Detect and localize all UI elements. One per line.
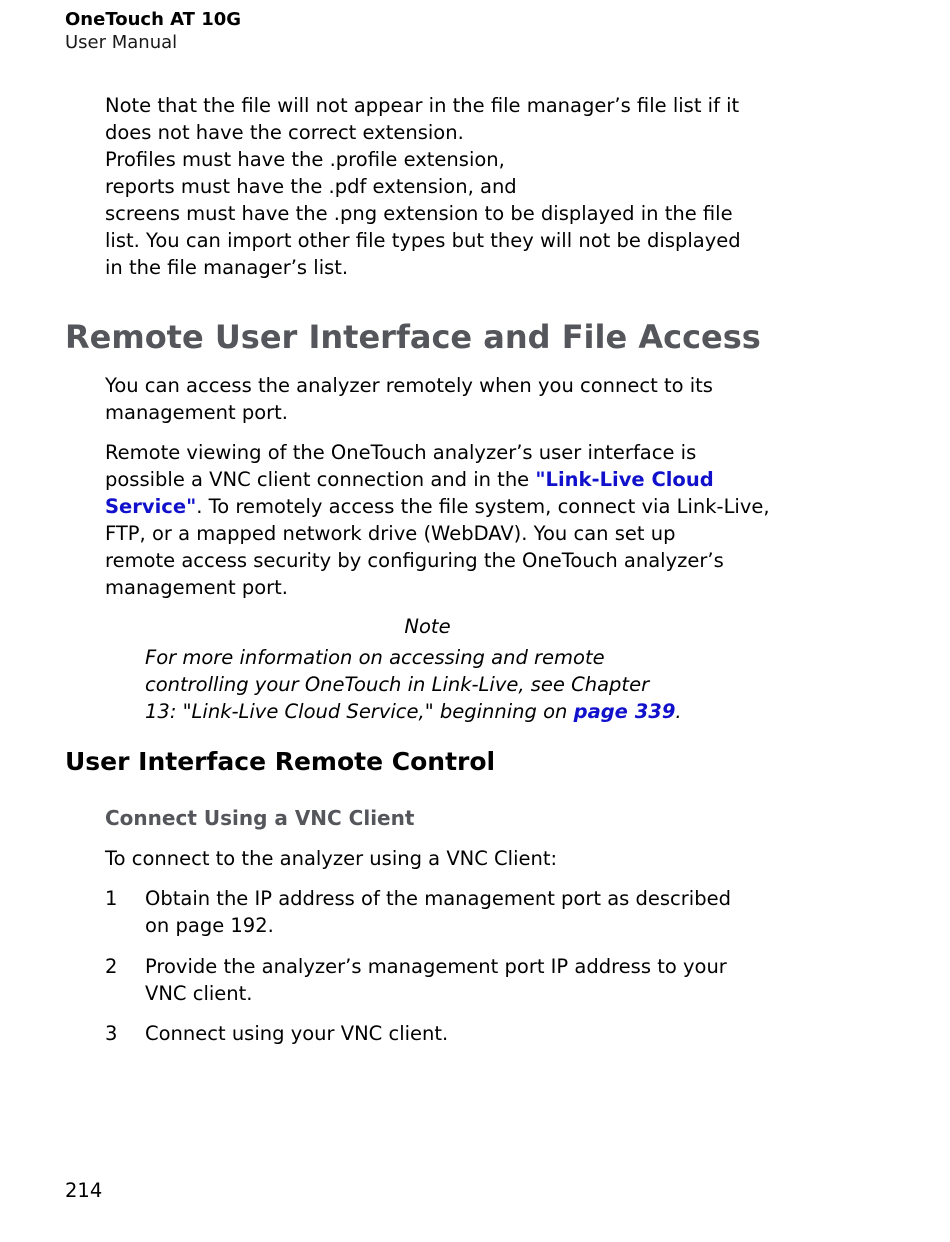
step-text (145, 885, 731, 939)
paragraph-line: To connect to the analyzer using a VNC Client: (105, 847, 558, 870)
step-line: VNC client. (145, 982, 253, 1005)
paragraph-line: management port. (105, 576, 288, 599)
paragraph-line: You can access the analyzer remotely when you connect to its (105, 374, 713, 397)
page-number: 214 (65, 1179, 103, 1202)
step-text (145, 953, 727, 1007)
step-number: 2 (105, 955, 118, 978)
paragraph-line (105, 493, 805, 520)
paragraph-line: management port. (105, 401, 288, 424)
link-live-cloud-service-link[interactable]: "Link-Live Cloud (535, 468, 714, 491)
intro-line: reports must have the .pdf extension, and (105, 175, 517, 198)
note-line: controlling your OneTouch in Link-Live, see Chapter (145, 673, 650, 696)
step-text (145, 1020, 448, 1047)
paragraph-text: possible a VNC client connection and in the (105, 468, 536, 491)
procedure-intro (105, 845, 805, 872)
note-line: For more information on accessing and remote (145, 646, 605, 669)
intro-line: does not have the correct extension. (105, 121, 464, 144)
step-line: Provide the analyzer’s management port IP address to your (145, 955, 727, 978)
page-339-link[interactable]: page 339 (573, 700, 676, 723)
note-text: . (675, 700, 682, 723)
intro-line: in the file manager’s list. (105, 256, 349, 279)
section-heading: Remote User Interface and File Access (65, 318, 761, 356)
paragraph-text: . To remotely access the file system, connect via Link-Live, (196, 495, 770, 518)
link-live-cloud-service-link-continued[interactable]: Service" (105, 495, 197, 518)
note-text: 13: "Link-Live Cloud Service," beginning on (145, 700, 574, 723)
running-header (65, 8, 241, 54)
step-line: Obtain the IP address of the management port as described (145, 887, 731, 910)
intro-line: list. You can import other file types but they will not be displayed (105, 229, 741, 252)
section-paragraph-1 (105, 372, 805, 426)
note-body (145, 644, 682, 725)
step-number: 3 (105, 1022, 118, 1045)
paragraph-line: FTP, or a mapped network drive (WebDAV). You can set up (105, 522, 676, 545)
step-line: Connect using your VNC client. (145, 1022, 449, 1045)
step-line: on page 192. (145, 914, 274, 937)
procedure-heading: Connect Using a VNC Client (105, 806, 415, 830)
intro-paragraph (105, 92, 805, 281)
subsection-heading: User Interface Remote Control (65, 747, 496, 776)
paragraph-line: remote access security by configuring the OneTouch analyzer’s (105, 549, 724, 572)
step-number: 1 (105, 887, 118, 910)
paragraph-line: Remote viewing of the OneTouch analyzer’s user interface is (105, 441, 697, 464)
note-label: Note (404, 615, 451, 638)
document-subtitle: User Manual (65, 32, 178, 53)
intro-line: Note that the file will not appear in the file manager’s file list if it (105, 94, 740, 117)
intro-line: screens must have the .png extension to be displayed in the file (105, 202, 733, 225)
note-line (145, 698, 682, 725)
intro-line: Profiles must have the .profile extension, (105, 148, 505, 171)
section-paragraph-2 (105, 439, 805, 601)
paragraph-line (105, 466, 805, 493)
product-name: OneTouch AT 10G (65, 9, 242, 30)
